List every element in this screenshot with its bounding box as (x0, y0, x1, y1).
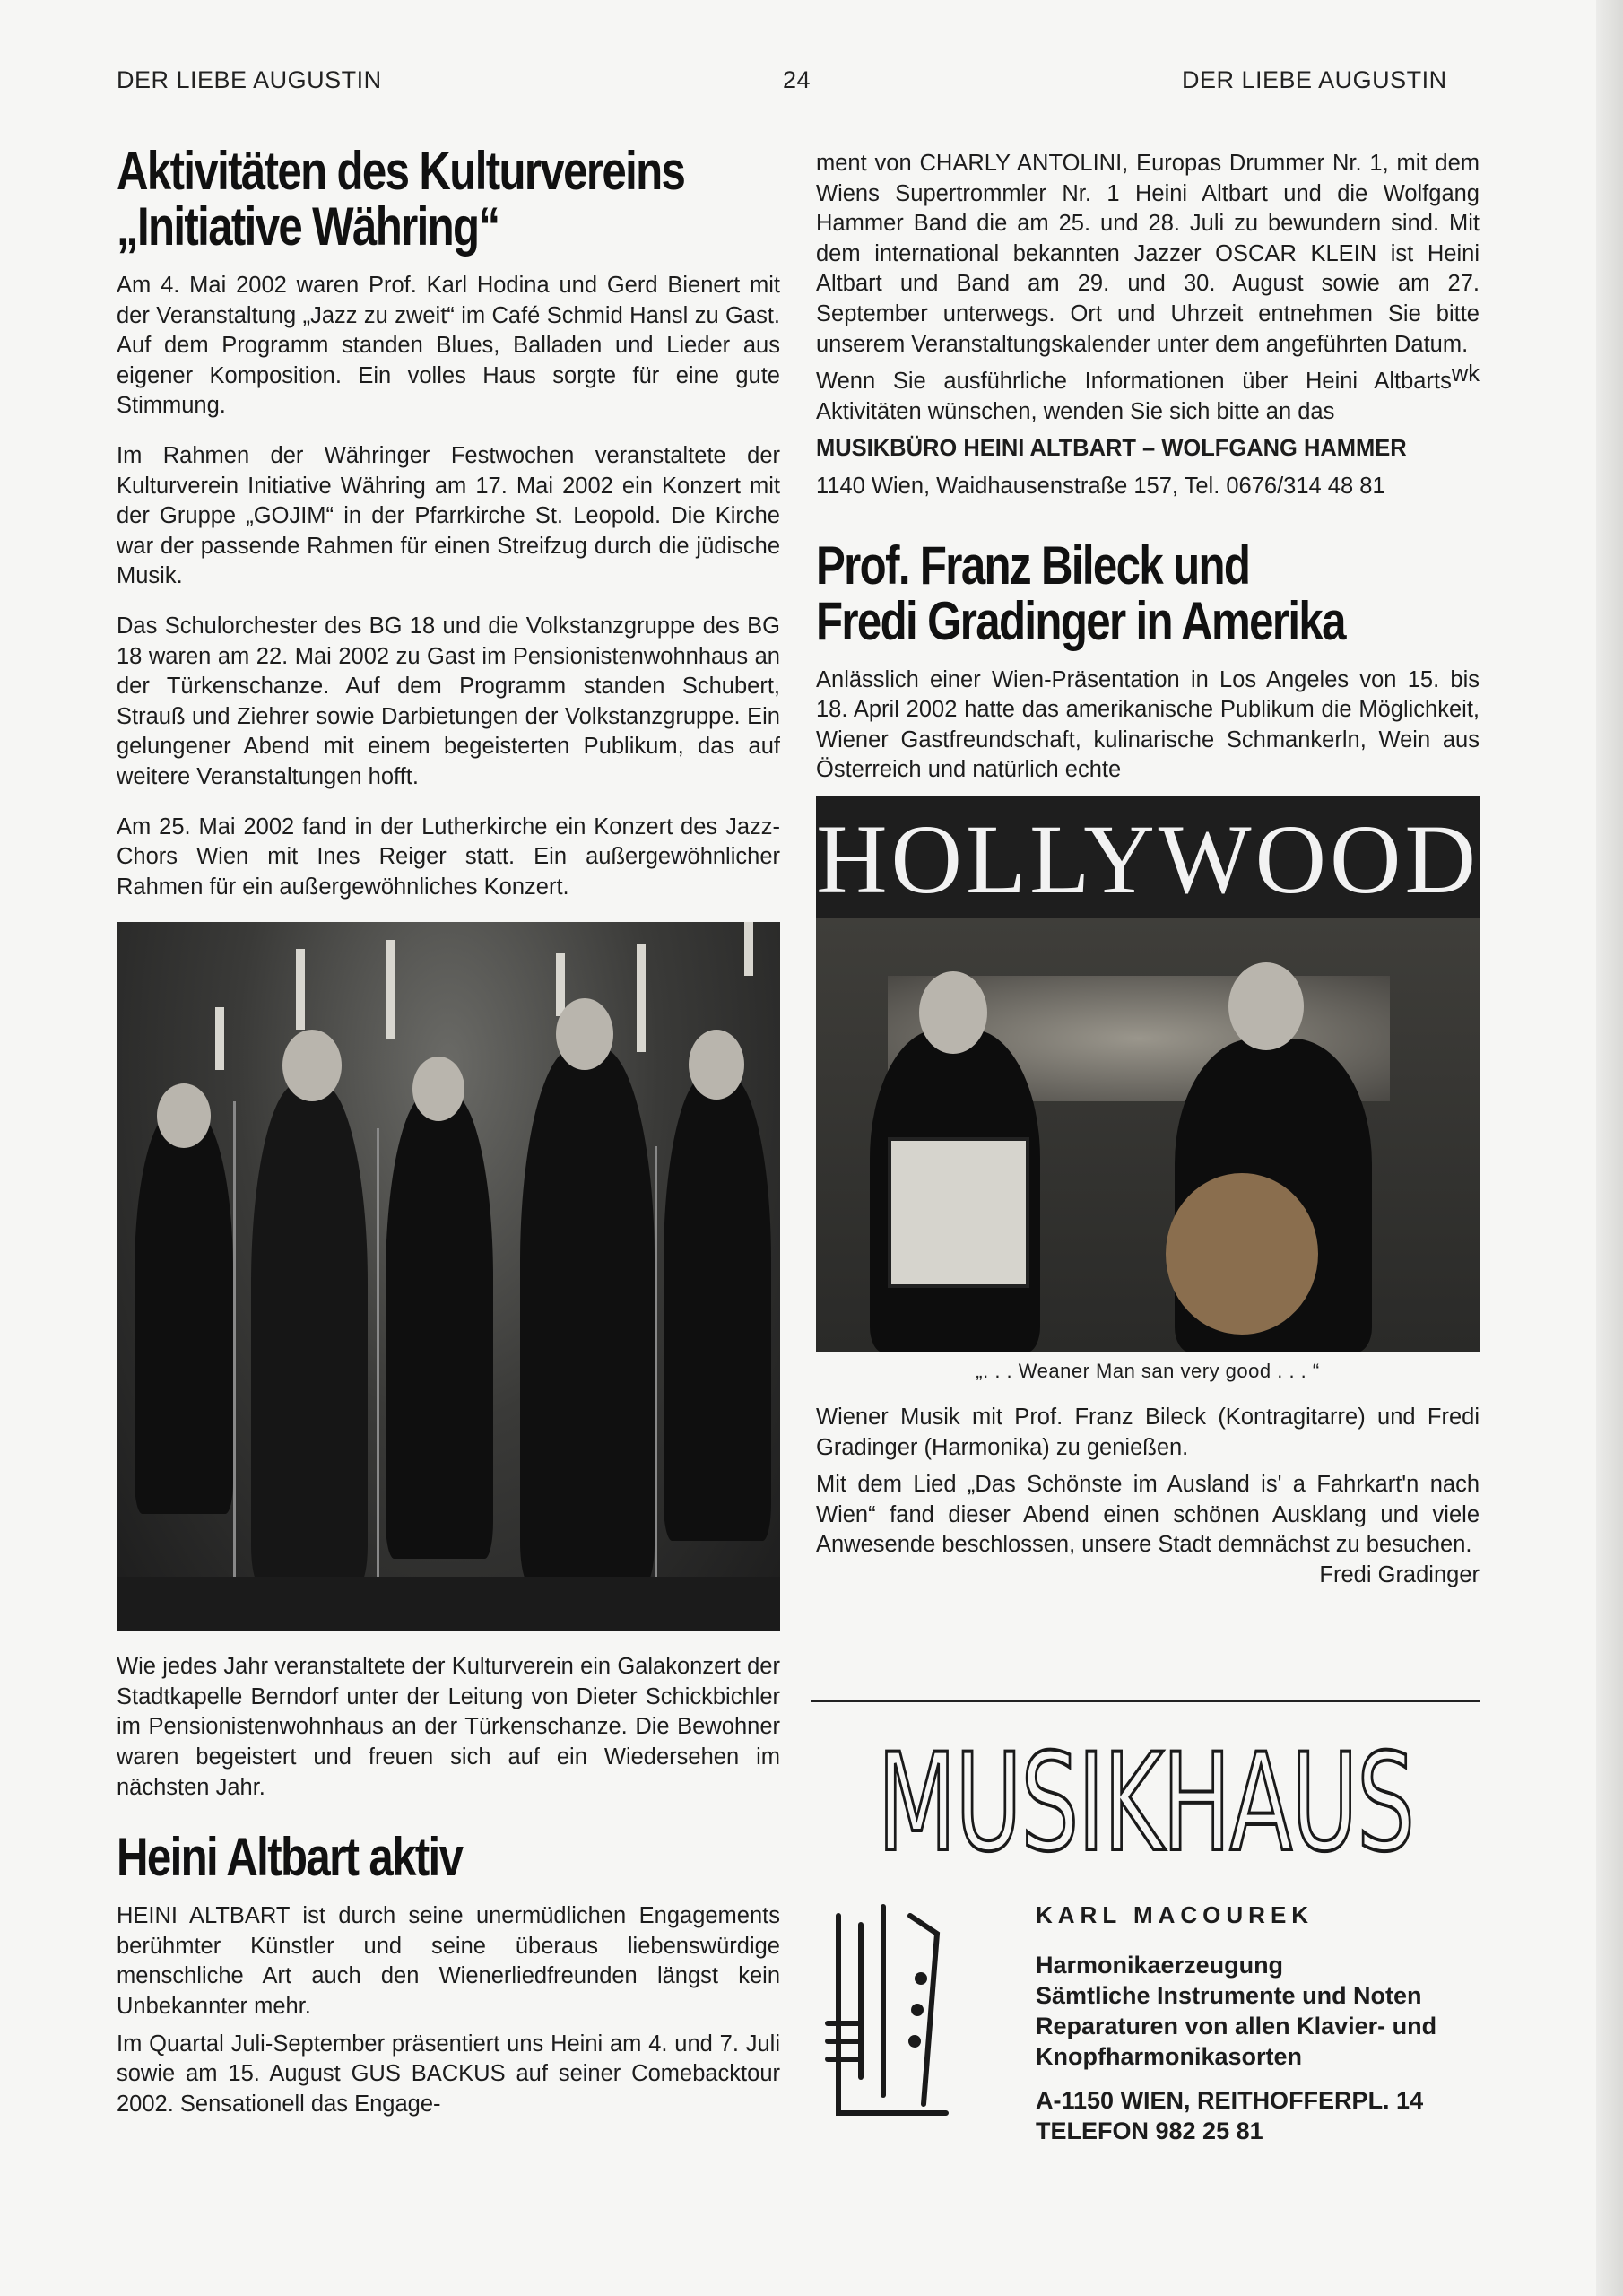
article2-signoff: wk (1451, 361, 1480, 387)
page-number: 24 (783, 66, 812, 93)
stage-floor (117, 1577, 780, 1631)
article3-author: Fredi Gradinger (1319, 1561, 1480, 1587)
candle (637, 944, 646, 1052)
article2-paragraph-2-end-text: ment von CHARLY ANTOLINI, Europas Drummer Nr. 1, mit dem Wiens Supertrommler Nr. 1 Heini Altbart und die Wolfgang Hammer Band die am 25. und 28. Juli zu bewundern sind. Mit dem international bekannten Jazzer OSCAR KLEIN ist Heini Altbart und Band am 29. und 30. August sowie am 27. September unterwegs. Ort und Uhrzeit entnehmen Sie bitte unserem Veranstaltungskalender unter dem angeführten Datum. (816, 151, 1480, 357)
candle (744, 922, 753, 976)
ad-contact (1036, 2085, 1423, 2146)
guitar (1166, 1173, 1318, 1335)
article1-paragraph-1: Am 4. Mai 2002 waren Prof. Karl Hodina und Gerd Bienert mit der Veranstaltung „Jazz zu zweit“ im Café Schmid Hansl zu Gast. Auf dem Programm standen Blues, Balladen und Lieder aus eigener Komposition. Ein volles Haus sorgte für eine gute Stimmung. (117, 273, 780, 419)
candle (386, 940, 395, 1039)
hollywood-photo (816, 796, 1480, 1352)
article2-paragraph-2-start: Im Quartal Juli-September präsentiert uns Heini am 4. und 7. Juli sowie am 15. August GUS BACKUS auf seiner Comebacktour 2002. Sensationell das Engage- (117, 2031, 780, 2117)
article3-title-line1: Prof. Franz Bileck und (816, 535, 1250, 596)
singer-figure (386, 1092, 493, 1559)
article3-title (816, 535, 1360, 651)
ad-line-1: Harmonikaerzeugung (1036, 1952, 1284, 1979)
ad-title: MUSIKHAUS (877, 1726, 1414, 1882)
mic-stand (377, 1128, 379, 1613)
accordion (888, 1137, 1029, 1288)
article1-paragraph-3: Das Schulorchester des BG 18 und die Volkstanzgruppe des BG 18 waren am 22. Mai 2002 zu Gast im Pensionistenwohnhaus an der Türkenschanze. Auf dem Programm standen Schubert, Strauß und Ziehrer sowie Darbietungen der Volkstanzgruppe. Ein gelungener Abend mit einem begeisterten Publikum, das auf weitere Veranstaltungen hofft. (117, 613, 780, 789)
article3-title-line2: Fredi Gradinger in Amerika (816, 590, 1345, 651)
right-column (816, 149, 1480, 1590)
singer-figure (135, 1110, 233, 1514)
article3-paragraph-3-text: Mit dem Lied „Das Schönste im Ausland is' a Fahrkart'n nach Wien“ fand dieser Abend einen schönen Ausklang und viele Anwesende beschlossen, unsere Stadt demnächst zu besuchen. (816, 1472, 1480, 1558)
singer-head (157, 1083, 211, 1148)
singer-figure (251, 1083, 368, 1586)
article1-paragraph-2: Im Rahmen der Währinger Festwochen veranstaltete der Kulturverein Initiative Währing am 17. Mai 2002 ein Konzert mit der Gruppe „GOJIM“ in der Pfarrkirche St. Leopold. Die Kirche war der passende Rahmen für einen Streifzug durch die jüdische Musik. (117, 442, 780, 589)
musikhaus-ad (812, 1700, 1480, 2169)
article2-paragraph-2-end (816, 149, 1480, 387)
running-head-right: DER LIEBE AUGUSTIN (1182, 66, 1447, 93)
choir-photo (117, 922, 780, 1631)
article3-paragraph-2: Wiener Musik mit Prof. Franz Bileck (Kontragitarre) und Fredi Gradinger (Harmonika) zu genießen. (816, 1404, 1480, 1460)
article2-contact-name: MUSIKBÜRO HEINI ALTBART – WOLFGANG HAMMER (816, 436, 1407, 462)
article2-paragraph-3: Wenn Sie ausführliche Informationen über Heini Altbarts Aktivitäten wünschen, wenden Sie sich bitte an das (816, 369, 1452, 424)
article1-title-line1: Aktivitäten des Kulturvereins (117, 141, 685, 201)
running-head-left: DER LIEBE AUGUSTIN (117, 66, 382, 93)
ad-line-3: Reparaturen von allen Klavier- und Knopfharmonikasorten (1036, 2013, 1437, 2070)
candle (296, 949, 305, 1030)
article1-title (117, 141, 685, 257)
candle (215, 1007, 224, 1070)
article3-paragraph-3 (816, 1470, 1480, 1587)
hollywood-sign: HOLLYWOOD (816, 804, 1480, 914)
singer-head (556, 998, 613, 1070)
left-column (117, 141, 780, 2139)
article2-contact-address: 1140 Wien, Waidhausenstraße 157, Tel. 0676/314 48 81 (816, 473, 1385, 499)
ad-phone: TELEFON 982 25 81 (1036, 2118, 1263, 2144)
article1-paragraph-5: Wie jedes Jahr veranstaltete der Kulturverein ein Galakonzert der Stadtkapelle Berndorf unter der Leitung von Dieter Schickbichler im Pensionistenwohnhaus an der Türkenschanze. Die Bewohner waren begeistert und freuen sich auf ein Wiedersehen im nächsten Jahr. (117, 1654, 780, 1800)
page-edge (1596, 0, 1623, 2296)
ad-owner-name: KARL MACOUREK (1036, 1901, 1315, 1928)
article1-title-line2: „Initiative Währing“ (117, 196, 499, 257)
ad-address: A-1150 WIEN, REITHOFFERPL. 14 (1036, 2087, 1424, 2114)
hollywood-photo-caption: „. . . Weaner Man san very good . . . “ (976, 1359, 1320, 1382)
article2-title: Heini Altbart aktiv (117, 1827, 463, 1888)
singer-figure (520, 1048, 655, 1586)
article1-paragraph-4: Am 25. Mai 2002 fand in der Lutherkirche ein Konzert des Jazz-Chors Wien mit Ines Reiger statt. Ein außergewöhnlicher Rahmen für ein außergewöhnliches Konzert. (117, 813, 780, 900)
mic-stand (233, 1101, 236, 1604)
candle (556, 953, 565, 1016)
harmonica-logo-icon (820, 1898, 955, 2131)
article2-paragraph-1: HEINI ALTBART ist durch seine unermüdlichen Engagements berühmter Künstler und seine überaus liebenswürdige menschliche Art auch den Wienerliedfreunden längst kein Unbekannter mehr. (117, 1903, 780, 2020)
ad-services (1036, 1950, 1466, 2072)
singer-head (412, 1057, 464, 1121)
article3-paragraph-1: Anlässlich einer Wien-Präsentation in Los Angeles von 15. bis 18. April 2002 hatte das amerikanische Publikum die Möglichkeit, Wiener Gastfreundschaft, kulinarische Schmankerln, Wein aus Österreich und natürlich echte (816, 666, 1480, 783)
singer-figure (664, 1074, 771, 1541)
singer-head (689, 1030, 744, 1100)
guitar-player-head (1228, 962, 1304, 1050)
ad-line-2: Sämtliche Instrumente und Noten (1036, 1982, 1422, 2009)
accordion-player-head (919, 971, 987, 1054)
singer-head (282, 1030, 342, 1101)
mic-stand (655, 1146, 657, 1613)
